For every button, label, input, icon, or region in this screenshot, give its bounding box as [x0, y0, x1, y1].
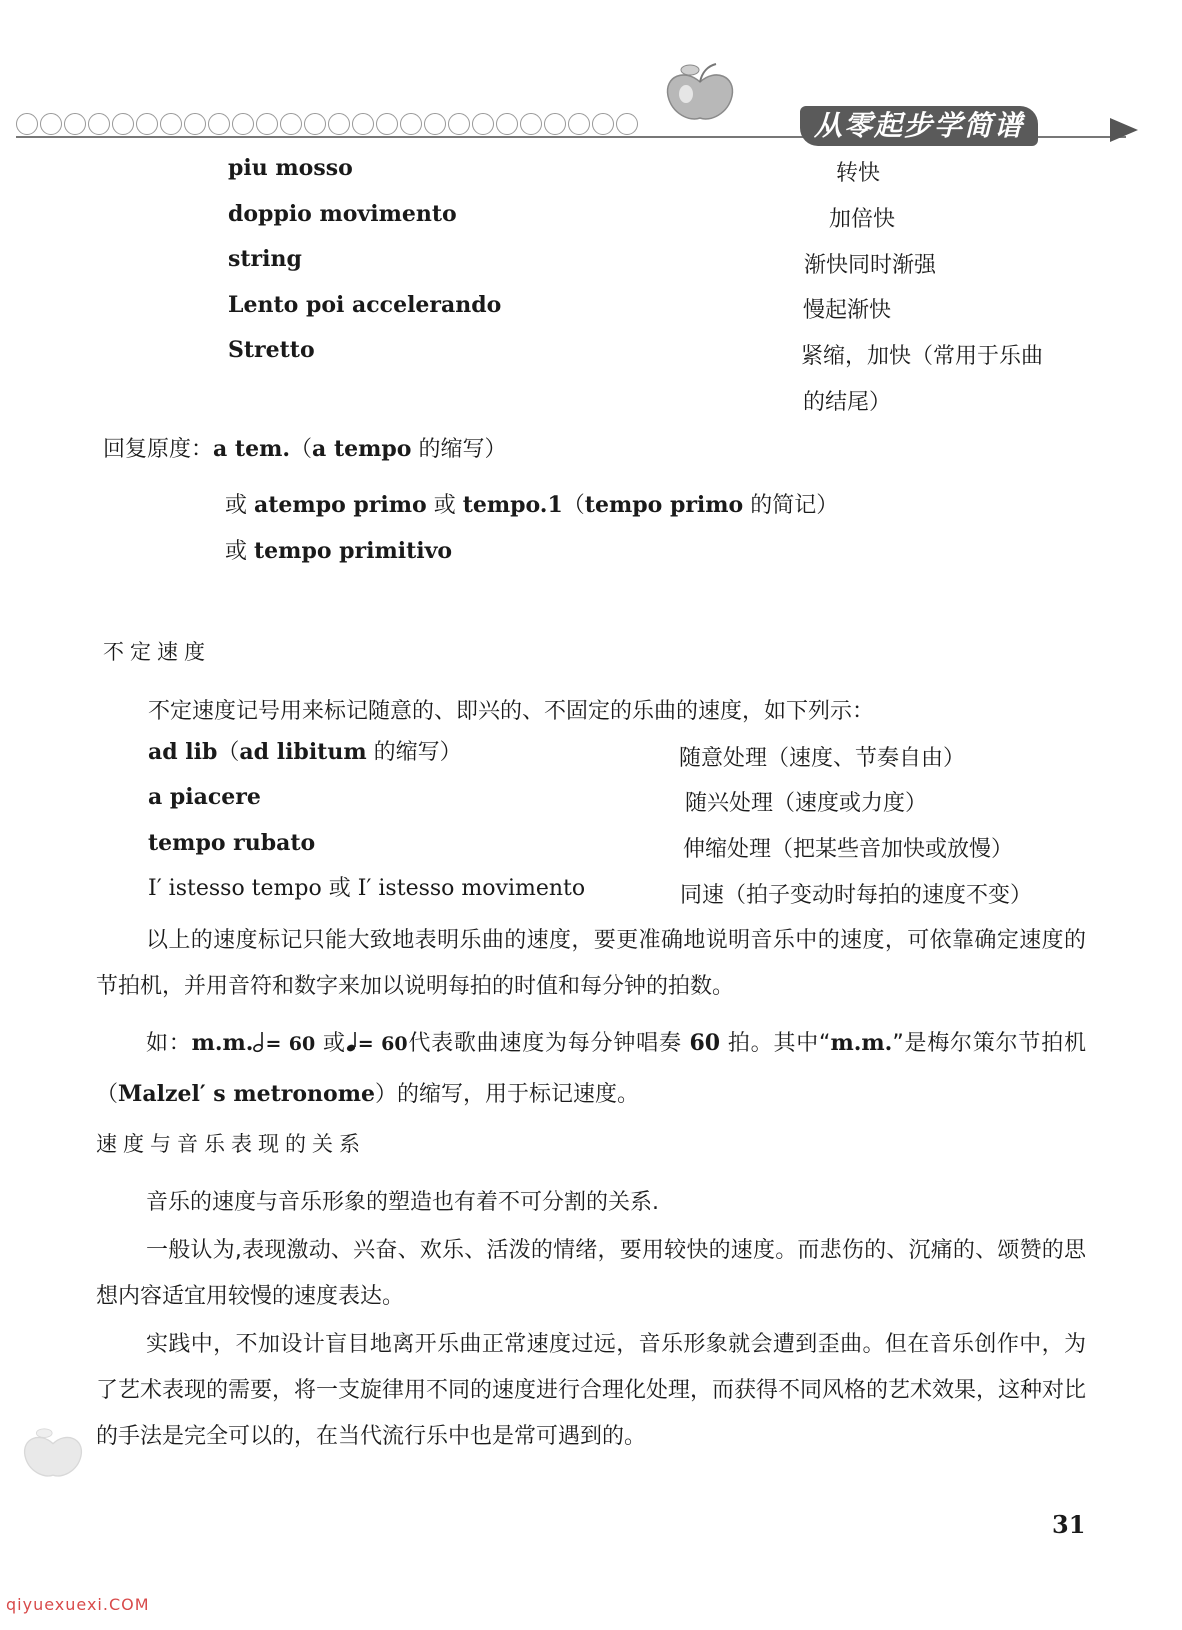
note-close: 的简记） [743, 493, 839, 518]
decorative-circle [64, 113, 86, 135]
meaning-stretto-cont: 的结尾） [803, 390, 892, 415]
decorative-circle [256, 113, 278, 135]
term-ad-lib-row [148, 737, 462, 768]
term-a-tem: a tem. [213, 436, 291, 462]
term-a-piacere: a piacere [148, 784, 261, 810]
note-open: （ [217, 740, 240, 765]
decorative-circle [376, 113, 398, 135]
or-word: 或 [315, 1031, 346, 1056]
series-title: 从零起步学简谱 [800, 106, 1038, 146]
section-heading-tempo-and-expression: 速度与音乐表现的关系 [96, 1132, 366, 1156]
header-arrow [1110, 118, 1138, 142]
meaning-piu-mosso: 转快 [836, 161, 881, 186]
meaning-ad-lib: 随意处理（速度、节奏自由） [679, 746, 966, 771]
page-header [0, 0, 1182, 160]
term-ad-lib: ad lib [148, 739, 218, 765]
term-a-tempo: a tempo [312, 436, 412, 462]
meaning-istesso: 同速（拍子变动时每拍的速度不变） [680, 883, 1033, 908]
term-mm: m.m. [830, 1030, 893, 1056]
section2-paragraph-3: 实践中，不加设计盲目地离开乐曲正常速度过远，音乐形象就会遭到歪曲。但在音乐创作中，为了艺术表现的需要，将一支旋律用不同的速度进行合理化处理，而获得不同风格的艺术效果，这种对比的手法是完全可以的，在当代流行乐中也是常可遇到的。 [96, 1332, 1087, 1449]
decorative-circle [208, 113, 230, 135]
decorative-circle [304, 113, 326, 135]
decorative-circle [520, 113, 542, 135]
return-tempo-line-1 [103, 434, 506, 465]
decorative-circle [496, 113, 518, 135]
decorative-circle [448, 113, 470, 135]
term-istesso: I′ istesso tempo 或 I′ istesso movimento [148, 876, 586, 901]
text-run: 拍。其中“ [720, 1031, 831, 1056]
beat-count: 60 [689, 1030, 721, 1056]
or-word: 或 [225, 493, 254, 518]
decorative-circle [328, 113, 350, 135]
text-run: ）的缩写，用于标记速度。 [374, 1082, 639, 1107]
decorative-circle-row [16, 113, 638, 135]
text-run: ”是梅尔策尔节拍机（ [96, 1031, 1086, 1107]
return-tempo-line-2 [225, 490, 838, 521]
text-run: 如： [146, 1031, 192, 1056]
tempo-value-2: = 60 [357, 1033, 408, 1055]
meaning-doppio-movimento: 加倍快 [829, 207, 896, 232]
or-word: 或 [225, 539, 254, 564]
decorative-circle [232, 113, 254, 135]
decorative-circle [472, 113, 494, 135]
or-word: 或 [426, 493, 463, 518]
decorative-circle [352, 113, 374, 135]
page-number: 31 [1052, 1510, 1086, 1539]
decorative-circle [40, 113, 62, 135]
return-tempo-label: 回复原度： [103, 437, 214, 462]
meaning-lento-poi-accelerando: 慢起渐快 [803, 298, 892, 323]
term-tempo-rubato: tempo rubato [148, 830, 316, 856]
decorative-circle [184, 113, 206, 135]
quarter-note-icon [346, 1031, 358, 1053]
decorative-circle [112, 113, 134, 135]
meaning-string: 渐快同时渐强 [804, 253, 937, 278]
note-open: （ [290, 437, 313, 462]
term-atempo-primo: atempo primo [254, 492, 427, 518]
section1-intro: 不定速度记号用来标记随意的、即兴的、不固定的乐曲的速度，如下列示： [148, 699, 875, 724]
term-doppio-movimento: doppio movimento [228, 201, 457, 227]
section2-paragraph-1: 音乐的速度与音乐形象的塑造也有着不可分割的关系. [146, 1190, 659, 1215]
meaning-tempo-rubato: 伸缩处理（把某些音加快或放慢） [683, 837, 1014, 862]
text-run: 代表歌曲速度为每分钟唱奏 [407, 1031, 690, 1056]
half-note-icon [253, 1031, 265, 1053]
term-string: string [228, 246, 302, 272]
decorative-circle [160, 113, 182, 135]
note-close: 的缩写） [411, 437, 507, 462]
decorative-circle [592, 113, 614, 135]
section-heading-indefinite-tempo: 不定速度 [103, 640, 211, 664]
decorative-circle [544, 113, 566, 135]
decorative-circle [280, 113, 302, 135]
section2-paragraph-2: 一般认为,表现激动、兴奋、欢乐、活泼的情绪，要用较快的速度。而悲伤的、沉痛的、颂赞的思想内容适宜用较慢的速度表达。 [96, 1238, 1086, 1309]
term-lento-poi-accelerando: Lento poi accelerando [228, 292, 502, 318]
section1-paragraph-1: 以上的速度标记只能大致地表明乐曲的速度，要更准确地说明音乐中的速度，可依靠确定速度的节拍机，并用音符和数字来加以说明每拍的时值和每分钟的拍数。 [96, 928, 1086, 999]
section1-paragraph-2 [96, 1018, 1086, 1120]
term-stretto: Stretto [228, 337, 315, 363]
decorative-circle [88, 113, 110, 135]
term-ad-libitum: ad libitum [239, 739, 367, 765]
decorative-circle [136, 113, 158, 135]
term-malzel-metronome: Malzel′ s metronome [118, 1081, 375, 1107]
meaning-stretto: 紧缩，加快（常用于乐曲 [801, 344, 1044, 369]
tempo-value-1: = 60 [265, 1033, 316, 1055]
watermark: qiyuexuexi.COM [6, 1595, 150, 1614]
decorative-circle [616, 113, 638, 135]
note-close: 的缩写） [366, 740, 462, 765]
apple-icon [18, 1420, 88, 1490]
term-mm: m.m. [191, 1030, 254, 1056]
note-open: （ [562, 493, 585, 518]
term-tempo-1: tempo.1 [462, 492, 563, 518]
apple-icon [660, 60, 740, 130]
term-tempo-primitivo: tempo primitivo [254, 538, 453, 564]
decorative-circle [424, 113, 446, 135]
term-tempo-primo: tempo primo [584, 492, 744, 518]
meaning-a-piacere: 随兴处理（速度或力度） [685, 791, 928, 816]
decorative-circle [400, 113, 422, 135]
decorative-circle [568, 113, 590, 135]
term-piu-mosso: piu mosso [228, 155, 353, 181]
return-tempo-line-3 [225, 536, 452, 567]
decorative-circle [16, 113, 38, 135]
